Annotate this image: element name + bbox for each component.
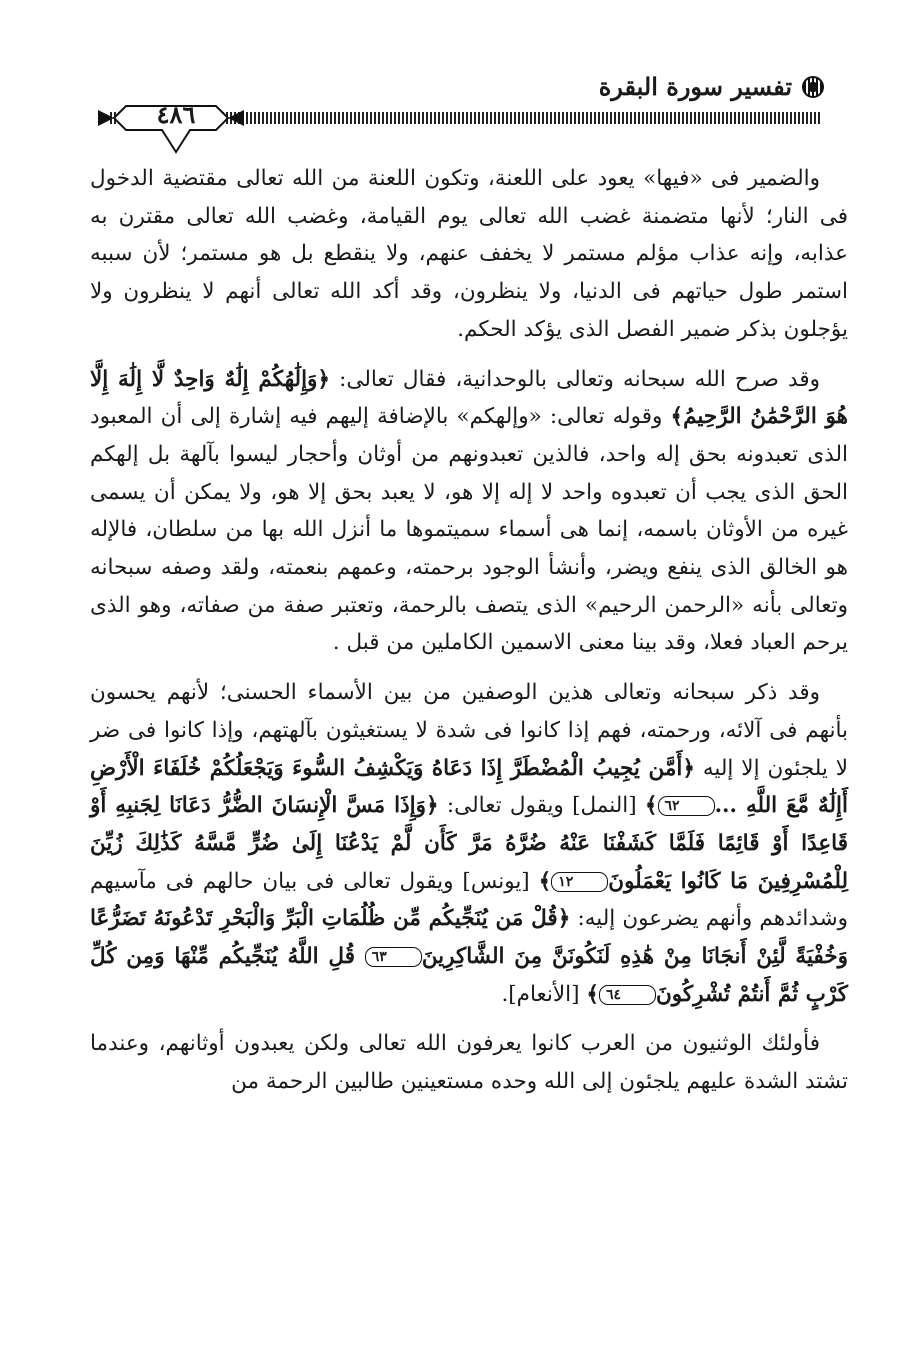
verse-number-marker: ٦٤ — [599, 985, 656, 1005]
paragraph-3 — [90, 674, 848, 1013]
body-text: [الأنعام]. — [501, 981, 587, 1007]
verse-number-marker: ٦٣ — [365, 947, 422, 967]
body-text: وقوله تعالى: «وإلهكم» بالإضافة إليهم فيه إشارة إلى أن المعبود الذى تعبدونه بحق إله واحد، فالذين تعبدونهم من أوثان وأحجار ليسوا بآلهة بل إلهكم الحق الذى يجب أن تعبدوه واحد لا إله إلا هو، لا يعبد بحق إلا هو، ولا يمكن أن يسمى غيره من الأوثان باسمه، إنما هى أسماء سميتموها ما أنزل الله بها من سلطان، فالإله هو الخالق الذى ينفع ويضر، وأنشأ الوجود برحمته، وعمهم بنعمته، ولقد وصفه سبحانه وتعالى بأنه «الرحمن الرحيم» الذى يتصف بالرحمة، وتعتبر صفة من صفاته، وهو الذى يرحم العباد فعلا، وقد بينا معنى الاسمين الكاملين من قبل . — [90, 404, 848, 656]
body-text: والضمير فى «فيها» يعود على اللعنة، وتكون اللعنة من الله تعالى مقتضية الدخول فى النار؛ لأنها متضمنة غضب الله تعالى يوم القيامة، وغضب الله تعالى مقترن به عذابه، وإنه عذاب مؤلم مستمر لا يخفف عنهم، ولا ينقطع بل هو مستمر؛ لأن سببه استمر طول حياتهم فى الدنيا، ولا ينظرون، وقد أكد الله تعالى أنهم لا ينظرون ولا يؤجلون بذكر ضمير الفصل الذى يؤكد الحكم. — [90, 166, 848, 342]
quran-verse: ﴿أَمَّن يُجِيبُ الْمُضْطَرَّ إِذَا دَعَاهُ وَيَكْشِفُ السُّوءَ وَيَجْعَلُكُمْ خُلَفَاءَ الْأَرْضِ أَإِلَٰهٌ مَّعَ اللَّهِ ... — [90, 755, 848, 819]
quran-verse: ﴾ — [538, 868, 552, 894]
page-header — [0, 0, 920, 160]
quran-verse: قُلِ اللَّهُ يُنَجِّيكُم مِّنْهَا وَمِن كُلِّ كَرْبٍ ثُمَّ أَنتُمْ تُشْرِكُونَ — [90, 944, 848, 1007]
page-number: ٤٨٦ — [156, 100, 196, 129]
quran-verse: ﴾ — [644, 793, 658, 819]
bullet-ornament-icon — [802, 76, 824, 98]
verse-number-marker: ٦٢ — [658, 796, 715, 816]
verse-number-marker: ١٢ — [551, 872, 608, 892]
body-text: [يونس] ويقول تعالى فى بيان حالهم فى مآسيهم وشدائدهم وأنهم يضرعون إليه: — [90, 868, 848, 932]
body-text: وقد ذكر سبحانه وتعالى هذين الوصفين من بين الأسماء الحسنى؛ لأنهم يحسون بأنهم فى آلائه، ورحمته، فهم إذا كانوا فى شدة لا يستغيثون بآلهتهم، وإذا كانوا فى ضر لا يلجئون إلا إليه — [90, 680, 849, 781]
paragraph-4 — [90, 1025, 848, 1100]
running-head — [599, 72, 824, 101]
body-text: [النمل] ويقول تعالى: — [438, 793, 645, 819]
paragraph-2 — [90, 361, 848, 663]
body-text: فأولئك الوثنيون من العرب كانوا يعرفون الله تعالى ولكن يعبدون أوثانهم، وعندما تشتد الشدة عليهم يلجئون إلى الله وحده مستعينين طالبين الرحمة من — [90, 1031, 848, 1095]
quran-verse: ﴿قُلْ مَن يُنَجِّيكُم مِّن ظُلُمَاتِ الْبَرِّ وَالْبَحْرِ تَدْعُونَهُ تَضَرُّعًا وَخُفْيَةً لَّئِنْ أَنجَانَا مِنْ هَٰذِهِ لَنَكُونَنَّ مِنَ الشَّاكِرِينَ — [90, 906, 848, 970]
page-body — [90, 160, 848, 1113]
book-title: تفسير سورة البقرة — [598, 72, 792, 101]
quran-verse: ﴿وَإِذَا مَسَّ الْإِنسَانَ الضُّرُّ دَعَانَا لِجَنبِهِ أَوْ قَاعِدًا أَوْ قَائِمًا فَلَمَّا كَشَفْنَا عَنْهُ ضُرَّهُ مَرَّ كَأَن لَّمْ يَدْعُنَا إِلَىٰ ضُرٍّ مَّسَّهُ كَذَٰلِكَ زُيِّنَ لِلْمُسْرِفِينَ مَا كَانُوا يَعْمَلُونَ — [90, 793, 848, 894]
quran-verse: ﴾ — [586, 981, 599, 1007]
paragraph-1 — [90, 160, 848, 349]
quran-verse: ﴿وَإِلَٰهُكُمْ إِلَٰهٌ وَاحِدٌ لَّا إِلَٰهَ إِلَّا هُوَ الرَّحْمَٰنُ الرَّحِيمُ﴾ — [90, 366, 848, 430]
body-text: وقد صرح الله سبحانه وتعالى بالوحدانية، فقال تعالى: — [330, 366, 820, 392]
